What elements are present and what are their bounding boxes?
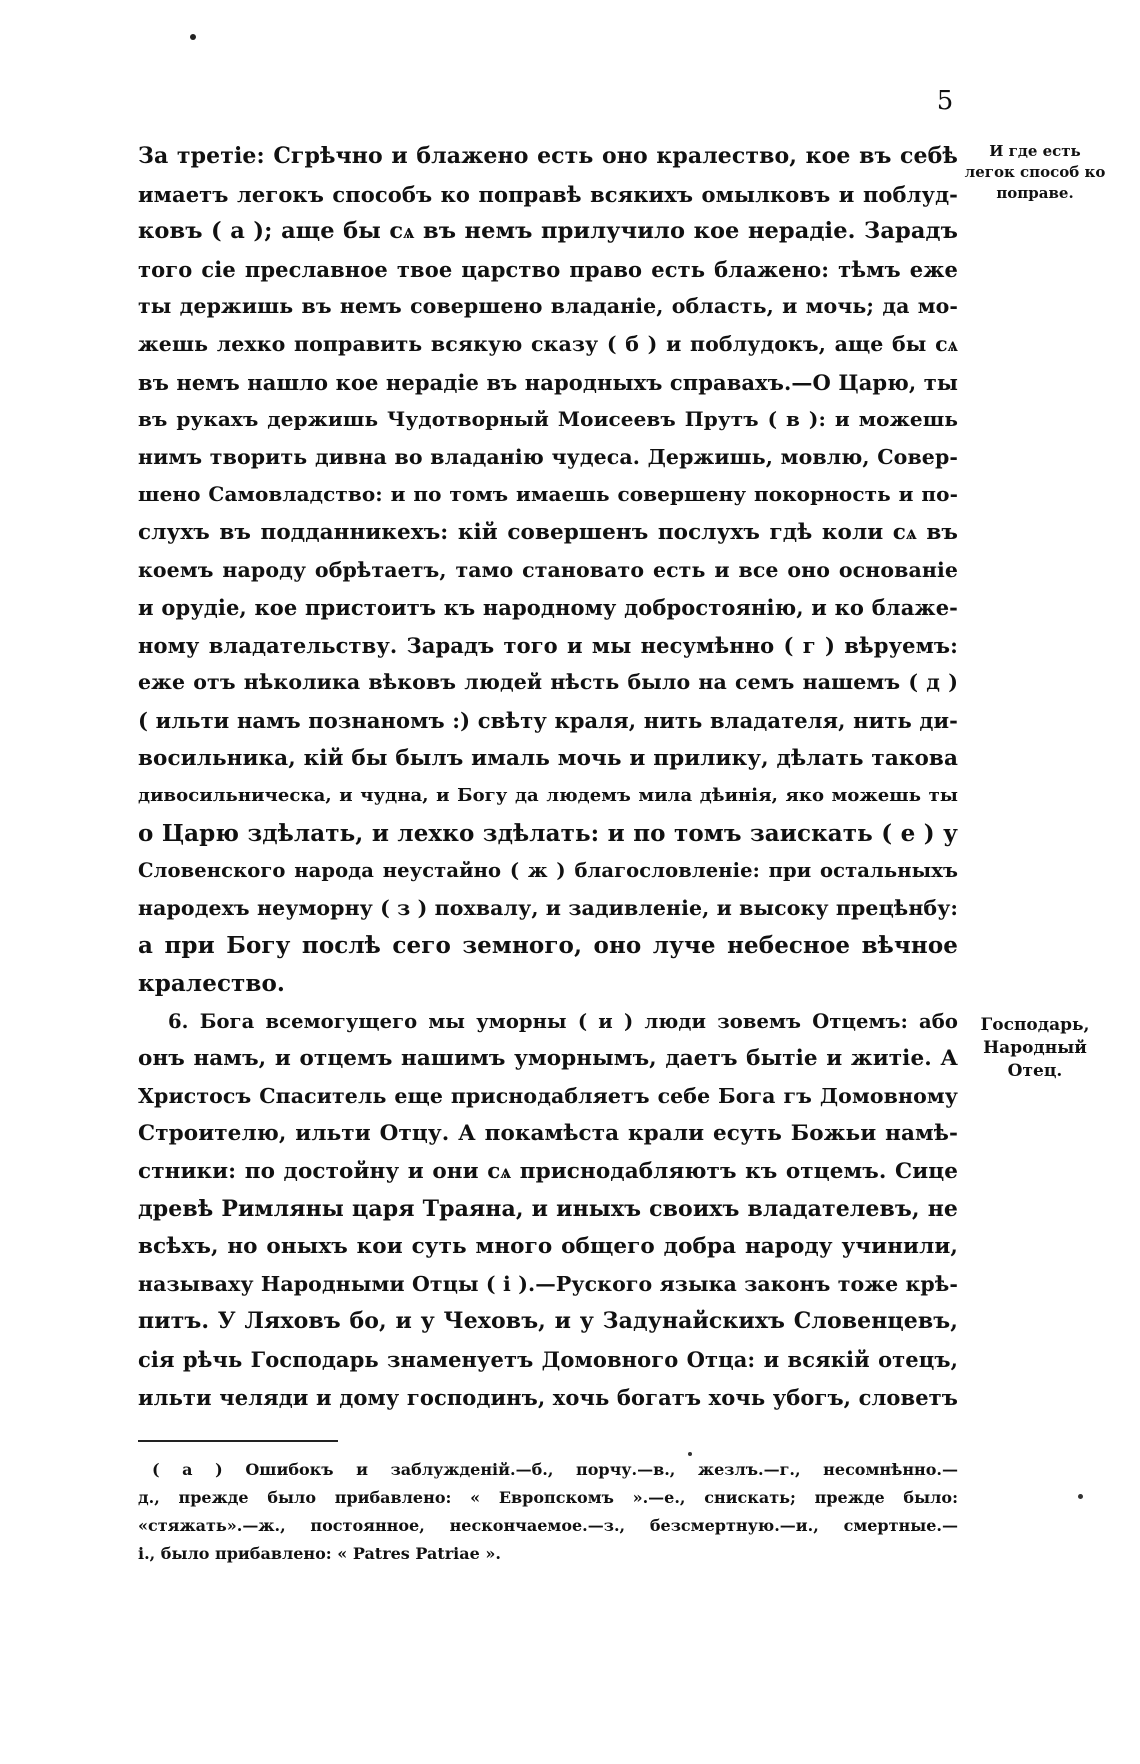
text-line: еже отъ нѣколика вѣковъ людей нѣсть было на семъ нашемъ ( д ) bbox=[138, 670, 958, 695]
footnote-line: і., было прибавлено: « Patres Patriae ». bbox=[138, 1544, 501, 1563]
text-line: древѣ Римляны царя Траяна, и иныхъ своихъ владателевъ, не bbox=[138, 1195, 958, 1222]
text-line: ильти челяди и дому господинъ, хочь богатъ хочь убогъ, словетъ bbox=[138, 1384, 958, 1410]
text-line: имаетъ легокъ способъ ко поправѣ всякихъ омылковъ и поблуд- bbox=[138, 181, 958, 207]
text-line: Христосъ Спаситель еще приснодабляетъ себе Бога гъ Домовному bbox=[138, 1083, 958, 1108]
text-line: слухъ въ подданникехъ: кій совершенъ послухъ гдѣ коли сѧ въ bbox=[138, 519, 958, 545]
text-line: ковъ ( а ); аще бы сѧ въ немъ прилучило кое нерадіе. Зарадъ bbox=[138, 218, 958, 245]
text-line: въ рукахъ держишь Чудотворный Моисеевъ Прутъ ( в ): и можешь bbox=[138, 407, 958, 432]
text-line: сія рѣчь Господарь знаменуетъ Домовного Отца: и всякій отецъ, bbox=[138, 1347, 958, 1372]
text-line: онъ намъ, и отцемъ нашимъ уморнымъ, даетъ бытіе и житіе. А bbox=[138, 1046, 958, 1072]
margin-note-gospodar: Господарь, Народный Отец. bbox=[980, 1015, 1090, 1081]
text-line: въ немъ нашло кое нерадіе въ народныхъ справахъ.—О Царю, ты bbox=[138, 369, 958, 395]
text-line: шено Самовладство: и по томъ имаешь совершену покорность и по- bbox=[138, 482, 958, 507]
footnote-line: д., прежде было прибавлено: « Европскомъ ».—е., снискать; прежде было: bbox=[138, 1488, 958, 1507]
text-line: За третіе: Сгрѣчно и блажено есть оно кралество, кое въ себѣ bbox=[138, 143, 958, 169]
print-speck bbox=[190, 34, 196, 40]
text-line: восильника, кій бы былъ ималь мочь и прилику, дѣлать такова bbox=[138, 745, 958, 771]
main-text bbox=[138, 138, 958, 1416]
text-line: и орудіе, кое пристоитъ къ народному добростоянію, и ко блаже- bbox=[138, 595, 958, 621]
text-line: ( ильти намъ познаномъ :) свѣту краля, нить владателя, нить ди- bbox=[138, 707, 958, 733]
text-line: того сіе преславное твое царство право есть блажено: тѣмъ еже bbox=[138, 256, 958, 282]
text-line: называху Народными Отцы ( і ).—Руского языка законъ тоже крѣ- bbox=[138, 1271, 958, 1296]
text-line: о Царю здѣлать, и лехко здѣлать: и по томъ заискать ( е ) у bbox=[138, 819, 958, 847]
text-line: кралество. bbox=[138, 970, 286, 998]
text-line: ты держишь въ немъ совершено владаніе, область, и мочь; да мо- bbox=[138, 294, 958, 319]
text-line: стники: по достойну и они сѧ приснодабляютъ къ отцемъ. Сице bbox=[138, 1159, 958, 1185]
text-line: 6. Бога всемогущего мы уморны ( и ) люди зовемъ Отцемъ: або bbox=[168, 1009, 958, 1033]
text-line: Строителю, ильти Отцу. А покамѣста крали есуть Божьи намѣ- bbox=[138, 1121, 958, 1147]
text-line: всѣхъ, но оныхъ кои суть много общего добра народу учинили, bbox=[138, 1234, 958, 1260]
text-line: Словенского народа неустайно ( ж ) благословленіе: при остальныхъ bbox=[138, 859, 958, 883]
footnote-divider bbox=[138, 1440, 338, 1442]
page-number: 5 bbox=[936, 86, 954, 116]
text-line: жешь лехко поправить всякую сказу ( б ) и поблудокъ, аще бы сѧ bbox=[138, 331, 958, 356]
footnotes bbox=[138, 1456, 958, 1568]
text-line: народехъ неуморну ( з ) похвалу, и задивленіе, и высоку прецѣнбу: bbox=[138, 895, 959, 920]
text-line: дивосильническа, и чудна, и Богу да людемъ мила дѣинія, яко можешь ты bbox=[138, 785, 958, 807]
text-line: коемъ народу обрѣтаетъ, тамо становато есть и все оно основаніе bbox=[138, 557, 958, 582]
text-line: питъ. У Ляховъ бо, и у Чеховъ, и у Задунайскихъ Словенцевъ, bbox=[138, 1308, 958, 1335]
footnote-line: ( а ) Ошибокъ и заблужденій.—б., порчу.—в., жезлъ.—г., несомнѣнно.— bbox=[152, 1460, 958, 1479]
footnote-line: «стяжать».—ж., постоянное, нескончаемое.—з., безсмертную.—и., смертные.— bbox=[138, 1516, 958, 1535]
print-speck bbox=[1078, 1494, 1083, 1499]
text-line: ному владательству. Зарадъ того и мы несумѣнно ( г ) вѣруемъ: bbox=[138, 632, 958, 658]
text-line: нимъ творить дивна во владанію чудеса. Держишь, мовлю, Совер- bbox=[138, 444, 958, 469]
margin-note-method: И где есть легок способ ко поправе. bbox=[964, 142, 1106, 202]
text-line: а при Богу послѣ сего земного, оно луче небесное вѣчное bbox=[138, 932, 958, 960]
